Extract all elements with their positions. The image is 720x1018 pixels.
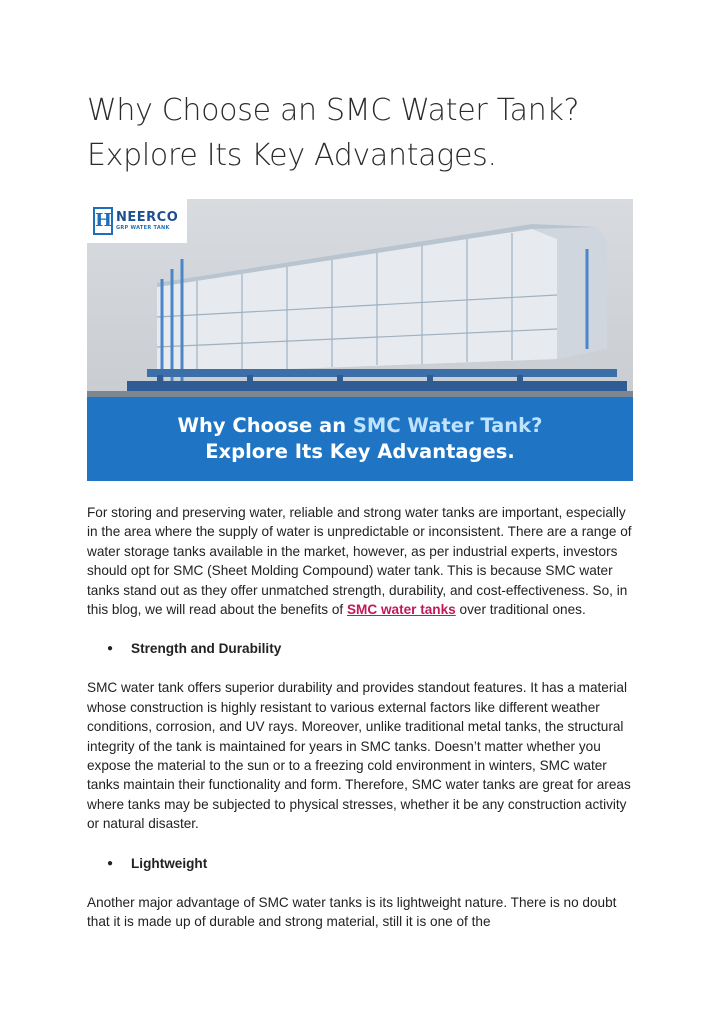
banner-line-1 xyxy=(178,413,543,439)
banner-line-2: Explore Its Key Advantages. xyxy=(205,440,515,463)
lightweight-paragraph: Another major advantage of SMC water tanks is its lightweight nature. There is no doubt that it is made up of durable and strong material, still it is one of the xyxy=(87,894,617,930)
bullet-icon: ● xyxy=(107,643,114,655)
banner-line-1-accent: SMC Water Tank? xyxy=(352,414,543,437)
title-line-1: Why Choose an SMC Water Tank? xyxy=(87,93,580,128)
intro-paragraph xyxy=(87,503,635,619)
smc-water-tanks-link[interactable]: SMC water tanks xyxy=(346,602,456,618)
banner-line-1-text: Why Choose an xyxy=(177,414,353,437)
brand-logo xyxy=(87,199,187,243)
hero-banner xyxy=(87,397,633,481)
bullet-icon: ● xyxy=(107,857,114,869)
section-heading-lightweight xyxy=(107,856,635,871)
strength-paragraph: SMC water tank offers superior durability and provides standout features. It has a material whose construction is highly resistant to various external factors like different weather conditions, corrosion, and UV rays. Moreover, unlike traditional metal tanks, the structural integrity of the tank is maintained for years in SMC tanks. Doesn’t matter whether you expose the material to the sun or to a freezing cold environment in winters, SMC water tanks maintain their functionality and form. Therefore, SMC water tanks are great for areas where tanks may be subjected to physical stresses, whether it be any construction activity or natural disaster. xyxy=(87,680,631,832)
section-heading-text: Strength and Durability xyxy=(131,641,282,657)
logo-subtitle: GRP WATER TANK xyxy=(116,225,170,231)
section-heading-text: Lightweight xyxy=(131,855,208,871)
page-title xyxy=(87,88,635,178)
title-line-2: Explore Its Key Advantages. xyxy=(87,138,497,173)
document-page xyxy=(87,88,635,932)
intro-text: For storing and preserving water, reliable and strong water tanks are important, especially in the area where the supply of water is unpredictable or inconsistent. There are a range of water storage tanks available in the market, however, as per industrial experts, investors should opt for SMC (Sheet Molding Compound) water tank. This is because SMC water tanks stand out as they offer unmatched strength, durability, and cost-effectiveness. So, in this blog, we will read about the benefits of xyxy=(87,505,632,618)
logo-name: NEERCO xyxy=(116,210,179,225)
logo-text xyxy=(116,211,178,231)
section-heading-strength xyxy=(107,641,635,656)
hero-image xyxy=(87,199,633,481)
logo-mark-icon: H xyxy=(93,207,113,235)
intro-tail: over traditional ones. xyxy=(455,602,586,618)
